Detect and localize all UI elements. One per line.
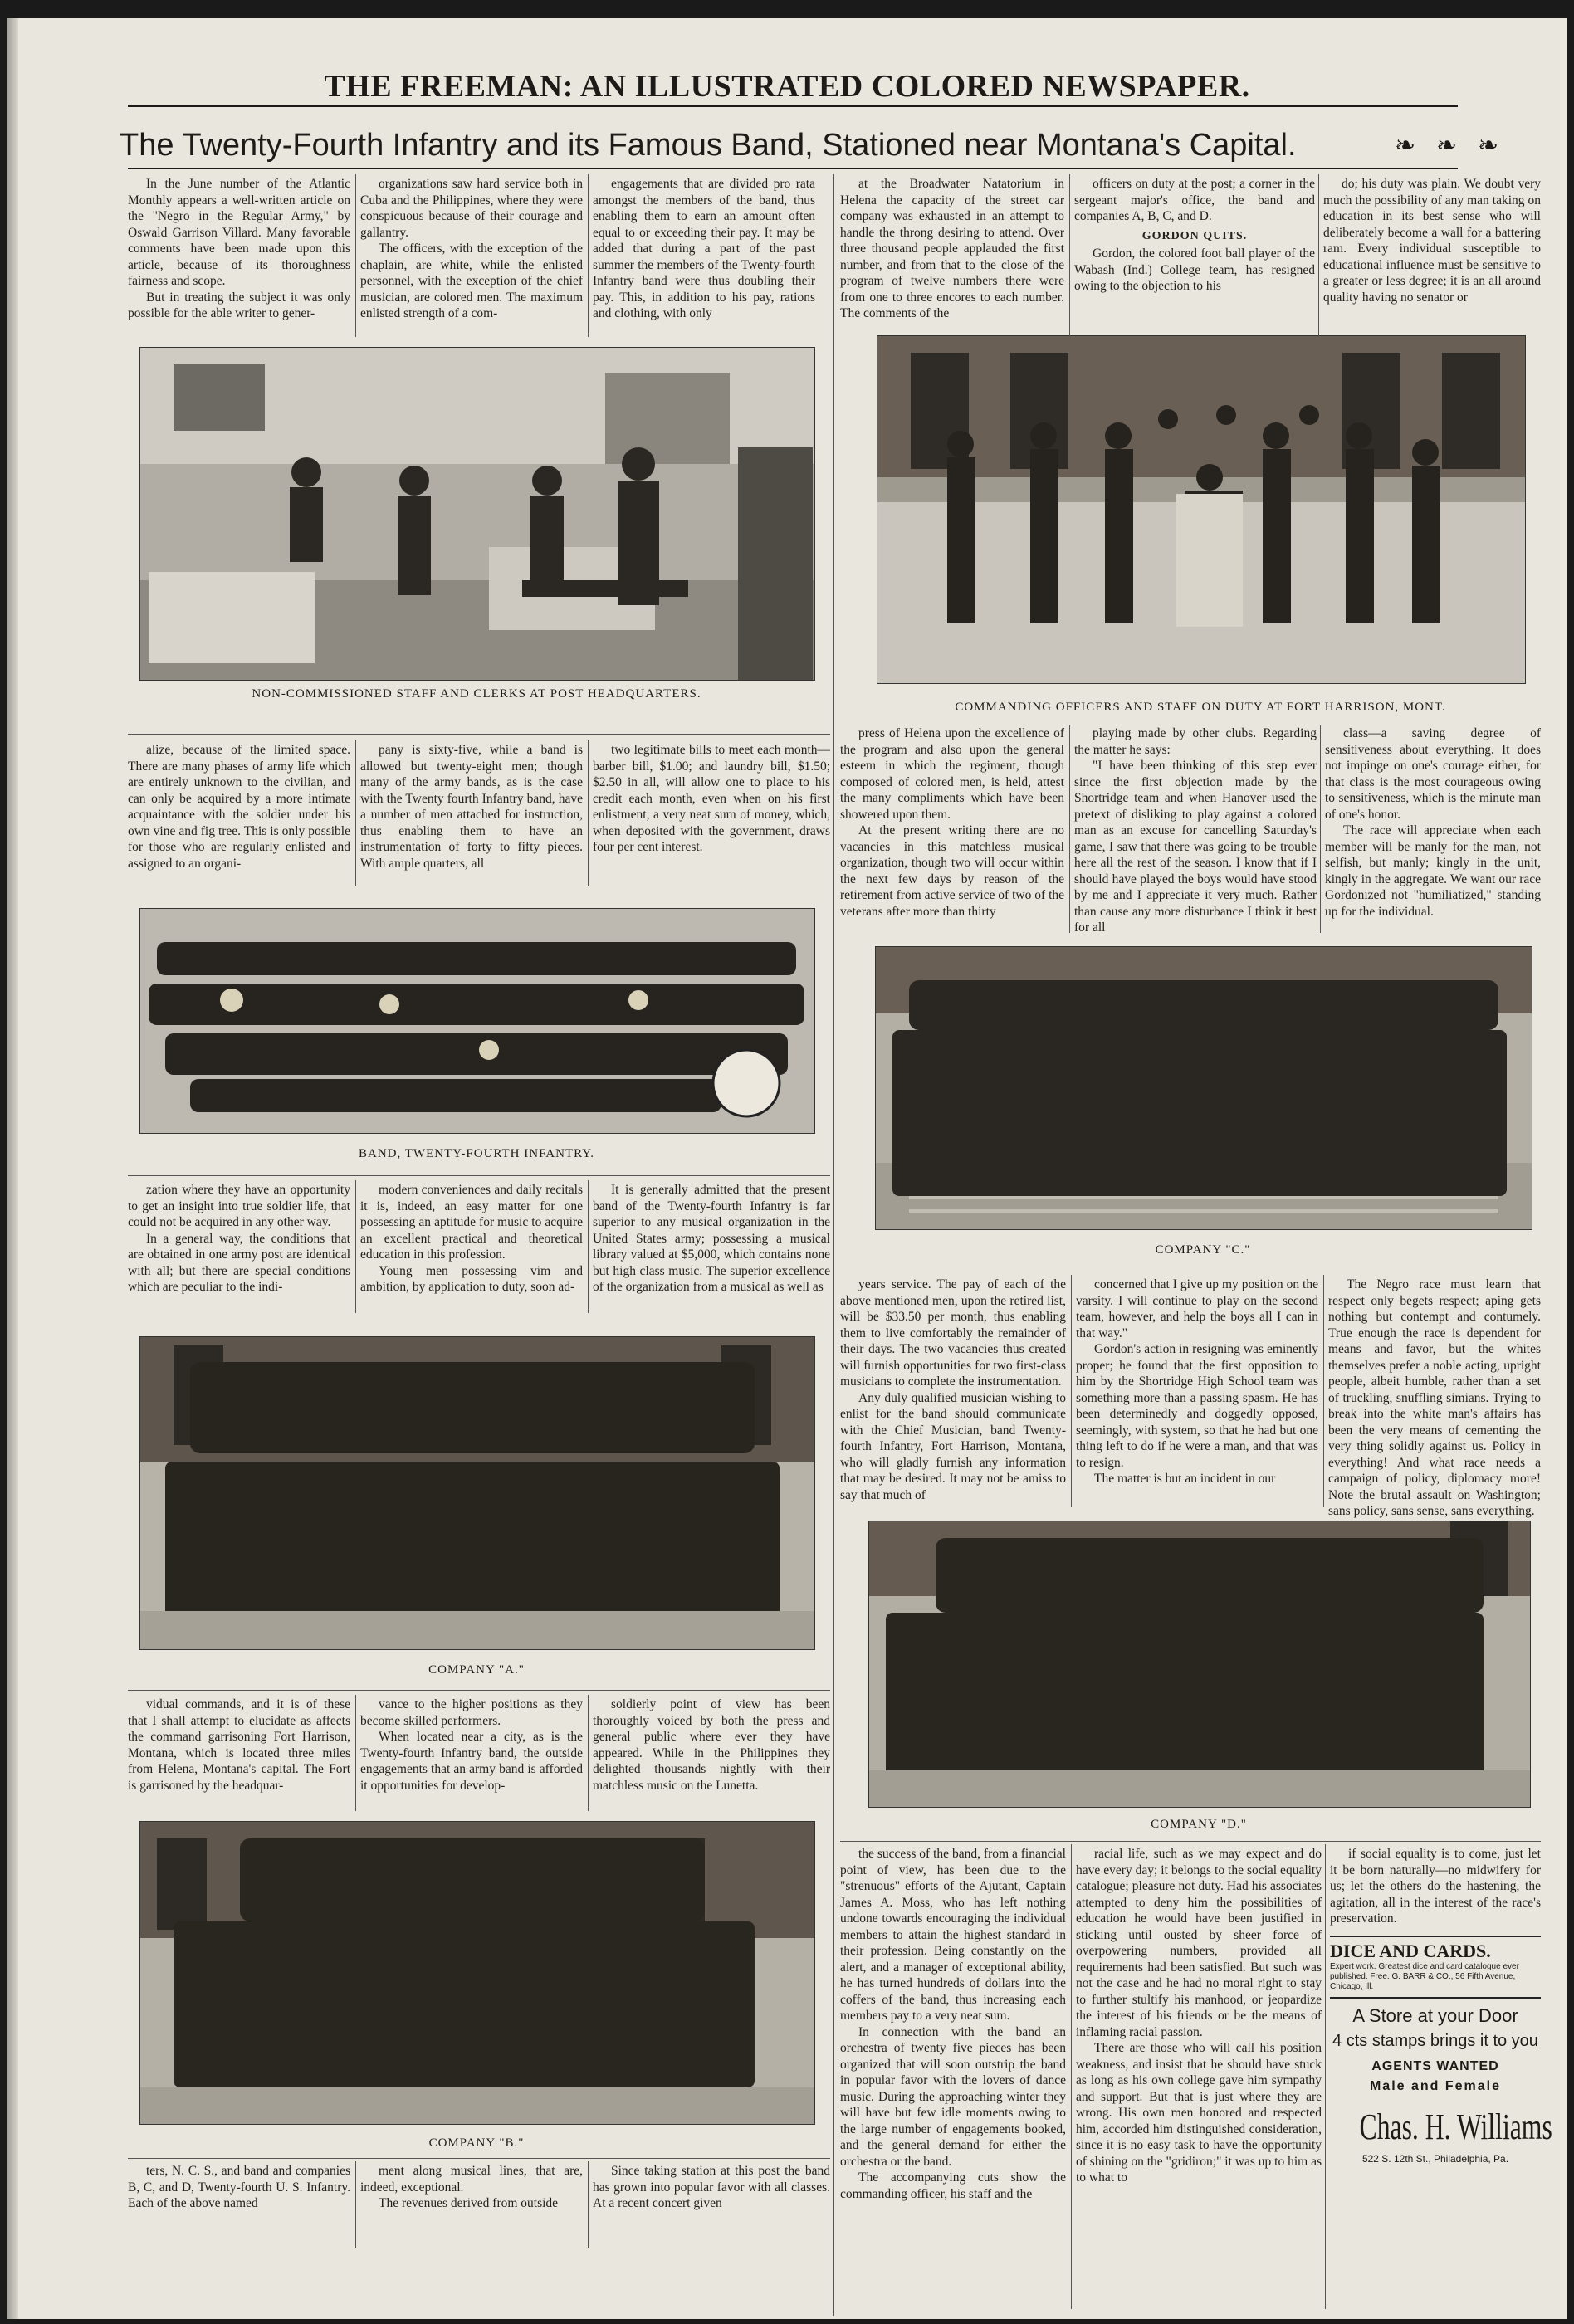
photo-company-b [139,1821,815,2125]
rule [128,1175,830,1176]
column-13: zation where they have an opportunity to get an insight into true soldier life, that could not be acquired in any other way. In a general way, the conditions that are obtained in one army post are identical with all; but there are special conditions which are peculiar to the indi- [128,1183,350,1294]
ad-williams-name: Chas. H. Williams [1359,2107,1552,2147]
column-rule [1320,725,1321,933]
column-14: modern conveniences and daily recitals it is, indeed, an easy matter for one possessing an aptitude for music to acquire an excellent practical and theoretical education in this profession. Young men possessing vim and ambition, by application to duty, soon ad- [360,1183,583,1294]
column-25: ters, N. C. S., and band and companies B, C, and D, Twenty-fourth U. S. Infantry. Each of the above named [128,2164,350,2210]
column-rule [1323,1275,1324,1507]
column-4: at the Broadwater Natatorium in Helena the capacity of the street car company was exhausted in an attempt to handle the throng desiring to attend. Over three thousand people applauded the first number, and from that to the close of the program of twelve numbers there were from one to three encores to each number. The comments of the [840,177,1064,320]
photo-band [139,908,815,1134]
column-rule [1318,174,1319,337]
headline-rule [128,168,1458,169]
column-rule [588,1695,589,1811]
ad-dice-title: DICE AND CARDS. [1330,1941,1491,1961]
caption-officers: COMMANDING OFFICERS AND STAFF ON DUTY AT FORT HARRISON, MONT. [955,701,1446,714]
ad-dice-cards [1330,1941,1541,1992]
newspaper-page [7,18,1567,2319]
rule [128,2158,830,2159]
page-fold-shadow [7,18,18,2319]
column-10: press of Helena upon the excellence of the program and also upon the general esteem in which the regiment, though composed of colored men, is held, attest the many compliments which have been showered upon them. At the present writing there are no vacancies in this matchless musical organization, though two will occur within the next few days by reason of the retirement from active service of two of the veterans after more than thirty [840,726,1064,919]
rule [128,1690,830,1691]
caption-company-c: COMPANY "C." [1155,1243,1251,1257]
column-18: The Negro race must learn that respect only begets respect; aping gets nothing but contempt and contumely. True enough the race is dependent for means and favor, but the whites themselves prefer a noble acting, upright people, albeit humble, rather than a set of truckling, snuffling simians. Trying to break into the white man's affairs has been the very means of cementing the very thing solidly against us. Policy in everything! And what race needs a campaign of policy, diplomacy more! Note the brutal assault on Washington; sans policy, sans sense, sans everything. [1328,1277,1541,1518]
column-rule [1071,1844,1072,2309]
column-rule [1325,1844,1326,2309]
column-22: the success of the band, from a financial point of view, has been due to the "strenuous" efforts of the Ajutant, Captain James A. Moss, who has left nothing undone towards encouraging the individual members to attain the highest standard in their profession. Being constantly on the alert, and a manager of exceptional ability, he has turned hundreds of dollars into the coffers of the band, thus increasing each members pay to a very neat sum. In connection with the band an orchestra of twenty five pieces has been organized that will soon outstrip the band in popular favor with the lovers of dance music. During the approaching winter they will have but few idle moments owing to the large number of engagements booked, and the general demand for either the orchestra or the band. The accompanying cuts show the commanding officer, his staff and the [840,1847,1066,2201]
column-rule [355,1695,356,1811]
column-rule [833,174,834,2316]
ornament-icon: ❧ [1478,131,1499,160]
rule [128,734,830,735]
ad-rule [1330,1936,1541,1937]
column-rule [355,740,356,886]
column-1: In the June number of the Atlantic Monthly appears a well-written article on the "Negro in the Regular Army," by Oswald Garrison Villard. Many favorable comments have been made upon this article, because of its thoroughness fairness and scope. But in treating the subject it was only possible for the able writer to gener- [128,177,350,320]
column-7: alize, because of the limited space. There are many phases of army life which are entirely unknown to the civilian, and can only be acquired by a more intimate acquaintance with the soldier under his own vine and fig tree. This is only possible for those who are regularly enlisted and assigned to an organi- [128,743,350,871]
column-rule [588,174,589,337]
column-rule [588,1180,589,1313]
masthead-rule [128,105,1458,107]
caption-staff-clerks: NON-COMMISSIONED STAFF AND CLERKS AT POST HEADQUARTERS. [252,687,701,701]
column-23: racial life, such as we may expect and do have every day; it belongs to the social equality catalogue; pleasure not duty. Had his associates attempted to deny him the possibilities of education he would have been justified in sticking until ousted by sheer force of overpowering numbers, provided all requirements had been satisfied. But such was not the case and he had no moral right to stay to further stultify his manhood, or jeopardize the interest of his friends or be the means of inflaming racial passion. There are those who will call his position weakness, and insist that he should have stuck as long as his own college gave him sympathy and support. But that is just where they are wrong. His own men honored and respected him, accorded him distinguished consideration, since it is no easy task to have the opportunity of shining on the "gridiron;" it was up to him as to what to [1076,1847,1322,2185]
column-rule [588,740,589,886]
column-6: do; his duty was plain. We doubt very much the possibility of any man taking on education in its best sense who will deliberately become a wall for a battering ram. Every individual susceptible to educational influence must be sensitive to a greater or less degree; it is an all around quality having no senator or [1323,177,1541,305]
column-9: two legitimate bills to meet each month—barber bill, $1.00; and laundry bill, $1.50; $2.50 in all, will allow one to place to his credit each month, even when on his first enlistment, a very neat sum of money, which, when deposited with the government, draws four per cent interest. [593,743,830,854]
ad-stamps-line: 4 cts stamps brings it to you [1332,2032,1538,2050]
column-19: vidual commands, and it is of these that I shall attempt to elucidate as affects the command garrisoning Fort Harrison, Montana, which is located three miles from Helena, Montana's capital. The Fort is garrisoned by the headquar- [128,1697,350,1793]
caption-company-a: COMPANY "A." [428,1663,525,1677]
column-12: class—a saving degree of sensitiveness about everything. It does not impinge on one's courage either, for that class is the most courageous owing to sensitiveness, which is the minute man of one's honor. The race will appreciate when each member will be manly for the man, not selfish, but manly; kingly in the unit, kingly in the aggregate. We want our race Gordonized not "humiliatized," standing up for the individual. [1325,726,1541,919]
column-27: Since taking station at this post the band has grown into popular favor with all classes. At a recent concert given [593,2164,830,2210]
column-21: soldierly point of view has been thoroughly voiced by both the press and general public where ever they have appeared. While in the Philippines they delighted thousands nightly with their matchless music on the Lunetta. [593,1697,830,1793]
caption-company-b: COMPANY "B." [428,2136,525,2150]
column-16: years service. The pay of each of the above mentioned men, upon the retired list, will be $33.50 per month, thus enabling them to live comfortably the remainder of their days. The two vacancies thus created will furnish opportunities for two first-class musicians to complete the instrumentation. Any duly qualified musician wishing to enlist for the band should communicate with the Chief Musician, band Twenty-fourth Infantry, Fort Harrison, Montana, who will gladly furnish any information that may be desired. It may not be amiss to say that much of [840,1277,1066,1502]
ad-male-female: Male and Female [1369,2079,1502,2093]
column-rule [588,2161,589,2248]
column-rule [355,2161,356,2248]
ad-agents: AGENTS WANTED [1371,2059,1499,2073]
caption-band: BAND, TWENTY-FOURTH INFANTRY. [359,1147,594,1160]
column-5: officers on duty at the post; a corner in the sergeant major's office, the band and companies A, B, C, and D. GORDON QUITS. Gordon, the colored foot ball player of the Wabash (Ind.) College team, has resigned owing to the objection to his [1074,177,1315,293]
column-8: pany is sixty-five, while a band is allowed but twenty-eight men; though many of the army bands, as is the case with the Twenty fourth Infantry band, have a number of men attached for instruction, thus enabling them to have an instrumentation of forty to fifty pieces. With ample quarters, all [360,743,583,871]
masthead: THE FREEMAN: AN ILLUSTRATED COLORED NEWSPAPER. [324,69,1250,104]
column-2: organizations saw hard service both in Cuba and the Philippines, where they were conspicuous because of their courage and gallantry. The officers, with the exception of the chaplain, are white, while the enlisted personnel, with the exception of the chief musician, are colored men. The maximum enlisted strength of a com- [360,177,583,320]
column-15: It is generally admitted that the present band of the Twenty-fourth Infantry is far superior to any musical organization in the United States army; possessing a musical library valued at $5,000, which contains none but high class music. The superior excellence of the organization from a musical as well as [593,1183,830,1294]
rule [840,1841,1541,1842]
headline: The Twenty-Fourth Infantry and its Famous Band, Stationed near Montana's Capital. [120,128,1297,163]
column-20: vance to the higher positions as they become skilled performers. When located near a city, as is the Twenty-fourth Infantry band, the outside engagements that an army band is afforded it opportunities for develop- [360,1697,583,1793]
ad-rule [1330,1997,1541,1999]
column-rule [1069,725,1070,933]
ad-dice-tagline: Expert work. Greatest dice and card catalogue ever published. Free. G. BARR & CO., 56 Fifth Avenue, Chicago, Ill. [1330,1962,1519,1991]
column-26: ment along musical lines, that are, indeed, exceptional. The revenues derived from outside [360,2164,583,2210]
column-rule [1069,174,1070,337]
column-rule [355,1180,356,1313]
column-3: engagements that are divided pro rata amongst the members of the band, thus enabling them to earn an amount often equal to or exceeding their pay. It may be added that during a part of the past summer the members of the Twenty-fourth Infantry band were thus doubling their pay. This, in addition to his pay, rations and clothing, with only [593,177,815,320]
photo-company-a [139,1336,815,1650]
photo-company-c [875,946,1532,1230]
ornament-icon: ❧ [1436,131,1458,160]
photo-officers [877,335,1526,684]
photo-staff-clerks [139,347,815,681]
column-24: if social equality is to come, just let it be born naturally—no midwifery for us; let the others do the hastening, the agitation, all in the interest of the race's preservation. [1330,1847,1541,1926]
caption-company-d: COMPANY "D." [1151,1818,1247,1831]
ad-address: 522 S. 12th St., Philadelphia, Pa. [1361,2153,1509,2165]
column-rule [355,174,356,337]
ornament-icon: ❧ [1395,131,1416,160]
photo-company-d [868,1521,1531,1808]
column-17: concerned that I give up my position on the varsity. I will continue to play on the second team, however, and help the boys all I can in that way." Gordon's action in resigning was eminently proper; he found that the first opposition to him by the Shortridge High School team was something more than a passing spasm. He has been determinedly and doggedly opposed, seemingly, with system, so that he had but one thing left to do if he were a man, and that was to resign. The matter is but an incident in our [1076,1277,1318,1486]
column-rule [1071,1275,1072,1507]
ad-store-line: A Store at your Door [1352,2005,1518,2026]
column-11: playing made by other clubs. Regarding the matter he says: "I have been thinking of this step ever since the first objection made by the Shortridge team and when Hanover used the pretext of disliking to play against a colored man as an excuse for cancelling Saturday's game, I saw that there was going to be trouble here all the rest of the season. I know that if I should have played the boys would have stood by me and I appreciate it very much. Rather than cause any more disturbance I think it best for all [1074,726,1317,935]
ad-williams [1330,2005,1552,2165]
